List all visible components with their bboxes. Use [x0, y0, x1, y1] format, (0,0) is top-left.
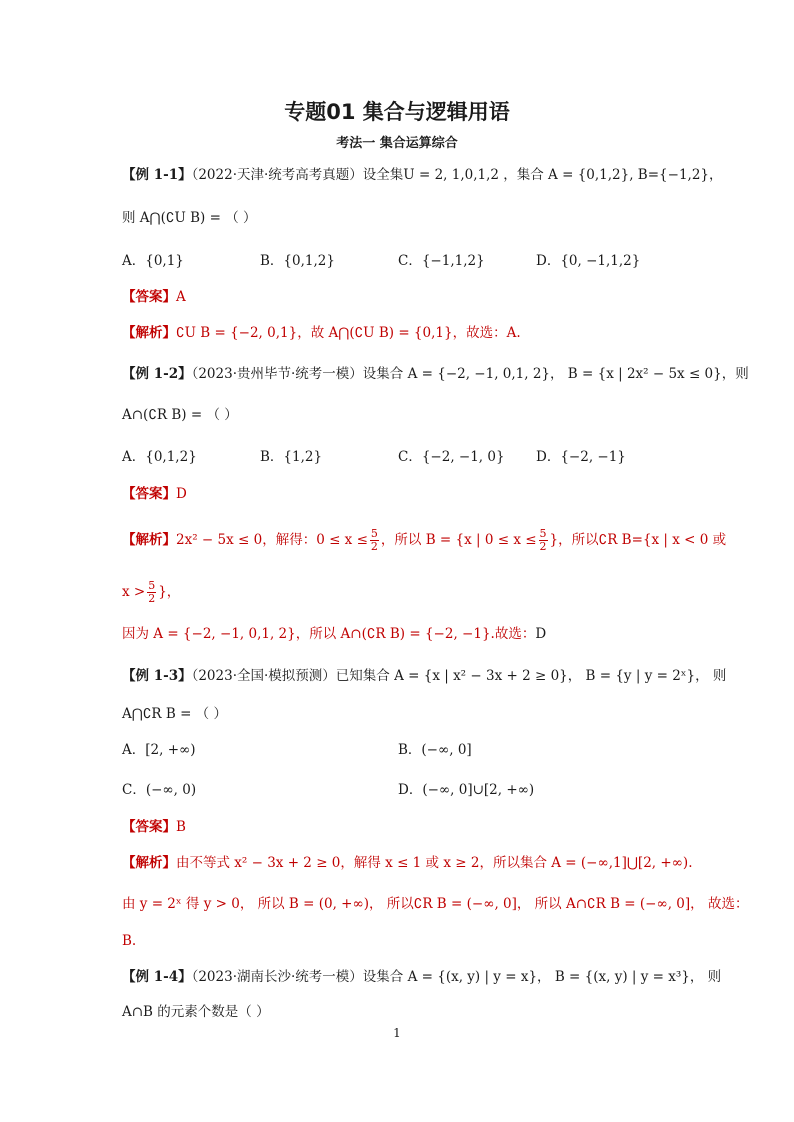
- fraction-numerator: 5: [148, 579, 156, 592]
- fraction-numerator: 5: [370, 527, 378, 540]
- example-1-3-answer: [122, 817, 186, 837]
- example-label: 【例 1-3】: [122, 668, 192, 684]
- example-stem: 设集合 A = {−2, −1, 0,1, 2}， B = {x | 2x² − 5x ≤ 0}，则: [362, 366, 749, 382]
- example-1-4-stem-line-1: [122, 967, 721, 987]
- example-1-1-option-a: A．{0,1}: [122, 253, 184, 269]
- example-1-1-option-d: D．{0, −1,1,2}: [536, 253, 641, 269]
- example-1-3-stem-line-2: A⋂∁R B = （ ）: [122, 706, 227, 722]
- analysis-label: 【解析】: [122, 532, 176, 548]
- page-title: 专题01 集合与逻辑用语: [284, 100, 510, 124]
- fraction-denominator: 2: [539, 540, 547, 553]
- analysis-text: }，: [158, 584, 181, 600]
- analysis-text: 2x² − 5x ≤ 0，解得：0 ≤ x ≤: [176, 532, 368, 548]
- example-label: 【例 1-2】: [122, 366, 192, 382]
- example-label: 【例 1-1】: [122, 167, 192, 183]
- analysis-text: ∁U B = {−2, 0,1}，故 A⋂(∁U B) = {0,1}，故选：A.: [176, 325, 521, 341]
- analysis-text: x >: [122, 584, 146, 600]
- example-source: （2023·贵州毕节·统考一模）: [191, 366, 363, 382]
- analysis-label: 【解析】: [122, 855, 176, 871]
- analysis-text: 因为 A = {−2, −1, 0,1, 2}，所以 A∩(∁R B) = {−2, −1}.故选：: [122, 626, 536, 642]
- example-1-2-answer: [122, 484, 187, 504]
- answer-value: B: [176, 819, 186, 835]
- fraction-numerator: 5: [539, 527, 547, 540]
- analysis-text: }，所以∁R B={x | x < 0 或: [549, 532, 727, 548]
- example-1-2-option-a: A．{0,1,2}: [122, 449, 197, 465]
- example-1-2-analysis-line-1: [122, 528, 726, 553]
- example-1-3-analysis-line-3: B.: [122, 933, 137, 949]
- example-1-3-analysis-line-1: [122, 853, 692, 873]
- example-1-2-option-c: C．{−2, −1, 0}: [398, 449, 505, 465]
- example-1-4-stem-line-2: A∩B 的元素个数是（ ）: [122, 1004, 270, 1020]
- example-1-2-stem-line-2: A∩(∁R B) = （ ）: [122, 407, 238, 423]
- example-stem: 已知集合 A = {x | x² − 3x + 2 ≥ 0}， B = {y | y = 2ˣ}， 则: [335, 668, 727, 684]
- example-source: （2023·湖南长沙·统考一模）: [191, 969, 363, 985]
- example-label: 【例 1-4】: [122, 969, 192, 985]
- analysis-text: 由不等式 x² − 3x + 2 ≥ 0，解得 x ≤ 1 或 x ≥ 2，所以集合 A = (−∞,1]⋃[2, +∞).: [176, 855, 693, 871]
- example-1-3-option-a: A．[2, +∞): [122, 742, 196, 758]
- fraction: [370, 528, 379, 553]
- example-1-1-answer: [122, 287, 186, 307]
- answer-value: A: [176, 289, 186, 305]
- section-subtitle: 考法一 集合运算综合: [336, 136, 458, 151]
- fraction-denominator: 2: [148, 592, 156, 605]
- example-stem: 设集合 A = {(x, y) | y = x}， B = {(x, y) | y = x³}， 则: [362, 969, 722, 985]
- example-1-1-analysis: [122, 323, 521, 343]
- example-1-3-analysis-line-2: 由 y = 2ˣ 得 y > 0， 所以 B = (0, +∞)， 所以∁R B = (−∞, 0]， 所以 A∩∁R B = (−∞, 0]， 故选：: [122, 896, 749, 912]
- example-1-3-option-b: B．(−∞, 0]: [398, 742, 472, 758]
- example-1-3-stem-line-1: [122, 666, 726, 686]
- fraction: [147, 580, 156, 605]
- analysis-label: 【解析】: [122, 325, 176, 341]
- answer-label: 【答案】: [122, 486, 176, 502]
- answer-label: 【答案】: [122, 289, 176, 305]
- example-1-3-option-c: C．(−∞, 0): [122, 782, 197, 798]
- example-1-1-option-c: C．{−1,1,2}: [398, 253, 485, 269]
- answer-label: 【答案】: [122, 819, 176, 835]
- fraction-denominator: 2: [370, 540, 378, 553]
- example-1-2-option-b: B．{1,2}: [260, 449, 323, 465]
- example-1-3-option-d: D．(−∞, 0]∪[2, +∞): [398, 782, 535, 798]
- example-1-2-analysis-line-2: [122, 580, 180, 605]
- example-1-2-option-d: D．{−2, −1}: [536, 449, 626, 465]
- fraction: [539, 528, 548, 553]
- example-source: （2022·天津·统考高考真题）: [191, 167, 363, 183]
- example-stem: 设全集U = 2, 1,0,1,2 ，集合 A = {0,1,2}, B={−1,2}，: [362, 167, 723, 183]
- example-source: （2023·全国·模拟预测）: [191, 668, 336, 684]
- example-1-1-option-b: B．{0,1,2}: [260, 253, 335, 269]
- answer-value: D: [176, 486, 187, 502]
- example-1-2-stem-line-1: [122, 364, 749, 384]
- analysis-text: ，所以 B = {x | 0 ≤ x ≤: [380, 532, 537, 548]
- example-1-1-stem-line-2: 则 A⋂(∁U B) = （ ）: [122, 210, 257, 226]
- example-1-1-stem-line-1: [122, 165, 723, 185]
- page-number: 1: [393, 1026, 401, 1040]
- example-1-2-analysis-line-3: [122, 624, 546, 644]
- analysis-choice: D: [535, 626, 547, 642]
